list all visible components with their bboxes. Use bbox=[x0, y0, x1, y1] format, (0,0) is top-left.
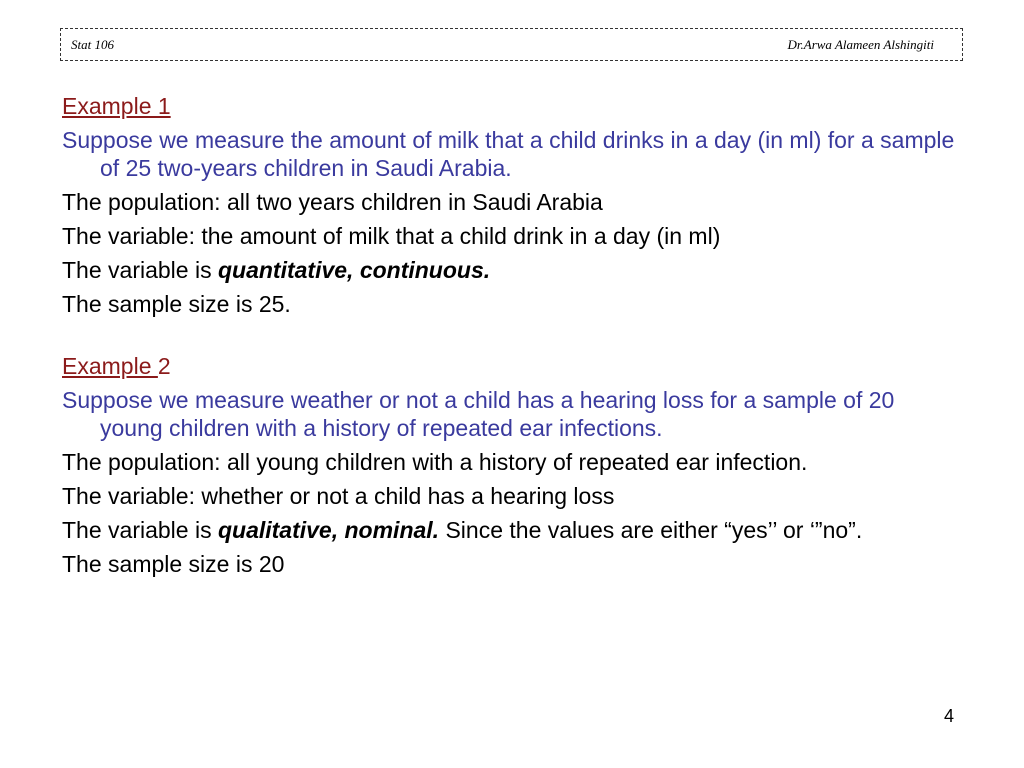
slide-content bbox=[62, 92, 962, 578]
example-1-section bbox=[62, 92, 962, 318]
slide-header bbox=[60, 28, 963, 61]
page-number: 4 bbox=[944, 706, 955, 726]
example-1-type-value: quantitative, continuous. bbox=[217, 257, 491, 283]
example-2-sample-size: The sample size is 20 bbox=[62, 551, 285, 577]
example-1-population: The population: all two years children in Saudi Arabia bbox=[62, 189, 603, 215]
example-2-section bbox=[62, 352, 962, 578]
example-2-type-value: qualitative, nominal. bbox=[217, 517, 440, 543]
course-label: Stat 106 bbox=[71, 36, 114, 52]
example-1-variable-type: The variable is quantitative, continuous. bbox=[62, 257, 491, 283]
example-1-description: Suppose we measure the amount of milk that a child drinks in a day (in ml) for a sample of 25 two-years children in Saudi Arabia. bbox=[62, 127, 955, 181]
author-label: Dr.Arwa Alameen Alshingiti bbox=[787, 36, 934, 52]
example-1-variable: The variable: the amount of milk that a child drink in a day (in ml) bbox=[62, 223, 721, 249]
example-2-variable-type: The variable is qualitative, nominal. Since the values are either “yes’’ or ‘”no”. bbox=[62, 517, 863, 543]
example-2-description: Suppose we measure weather or not a child has a hearing loss for a sample of 20 young children with a history of repeated ear infections. bbox=[62, 387, 895, 441]
example-1-heading: Example 1 bbox=[62, 93, 171, 119]
example-2-variable: The variable: whether or not a child has a hearing loss bbox=[62, 483, 615, 509]
example-1-sample-size: The sample size is 25. bbox=[62, 291, 291, 317]
example-2-population: The population: all young children with a history of repeated ear infection. bbox=[62, 449, 808, 475]
example-2-heading: Example 2 bbox=[62, 353, 171, 379]
